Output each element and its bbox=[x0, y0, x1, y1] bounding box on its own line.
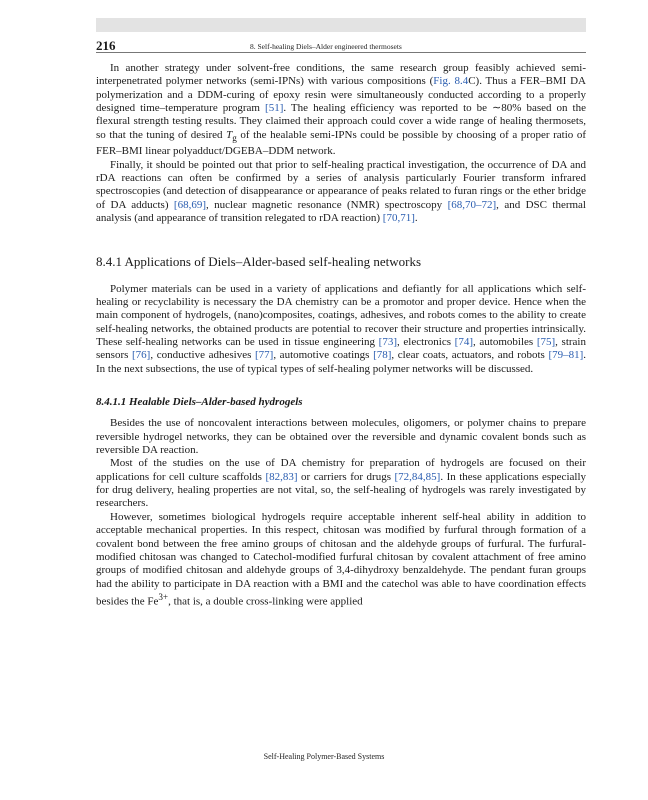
paragraph-chitosan: However, sometimes biological hydrogels require acceptable inherent self-heal ability in addition to acceptable mechanical properties. In this respect, chitosan was modified by furfural through formation of a covalent bond between the free amino groups of chitosan and the aldehyde groups of furfural. The furfural-modified chitosan was changed to Catechol-modified furfural chitosan by covalent attachment of free amino groups of modified chitosan and aldehyde groups of 3,4-dihydroxy benzaldehyde. The pendant furan groups had the ability to participate in DA reaction with a BMI and the catechol was able to have coordination effects besides the $Fe^{3+}$, that is, a double cross-linking were applied bbox=[96, 510, 586, 608]
body-text bbox=[96, 62, 586, 609]
citation-link[interactable]: [51] bbox=[265, 102, 284, 115]
paragraph-hydrogel-studies: Most of the studies on the use of DA chemistry for preparation of hydrogels are focused on their applications for cell culture scaffolds [82,83] or carriers for drugs [72,84,85]. In these applications especially for drug delivery, healing properties are not vital, so, the self-healing of hydrogels was rarely investigated by researchers. bbox=[96, 457, 586, 510]
header-band bbox=[96, 18, 586, 32]
paragraph-analysis: Finally, it should be pointed out that prior to self-healing practical investigation, the occurrence of DA and rDA reactions can often be confirmed by a series of analysis particularly Fourier transform infrared spectroscopies (and detection of disappearance or appearance of peaks related to furan rings or the ether bridge of DA adducts) [68,69], nuclear magnetic resonance (NMR) spectroscopy [68,70–72], and DSC thermal analysis (and appearance of transition relegated to rDA reaction) [70,71]. bbox=[96, 158, 586, 224]
superscript-charge: 3+ bbox=[158, 591, 169, 602]
paragraph-applications: Polymer materials can be used in a variety of applications and defiantly for all applications which self-healing or recyclability is necessary the DA chemistry can be a promotor and proper device. Hence when the main component of hydrogels, (nano)composites, coatings, adhesives, and robots comes to the ability to create self-healing networks, the obtained products are potential to recover their structure and properties intrinsically. These self-healing networks can be used in tissue engineering [73], electronics [74], automobiles [75], strain sensors [76], conductive adhesives [77], automotive coatings [78], clear coats, actuators, and robots [79–81]. In the next subsections, the use of typical types of self-healing polymer networks will be discussed. bbox=[96, 282, 587, 375]
citation-link[interactable]: [75] bbox=[536, 336, 556, 349]
citation-link[interactable]: [68,70–72] bbox=[447, 198, 497, 211]
citation-link[interactable]: [77] bbox=[254, 349, 274, 362]
citation-link[interactable]: [76] bbox=[132, 349, 151, 362]
header-rule bbox=[96, 52, 586, 53]
running-head: 8. Self-healing Diels–Alder engineered thermosets bbox=[250, 42, 402, 51]
tg-symbol: T bbox=[226, 128, 233, 141]
page-number: 216 bbox=[96, 38, 116, 53]
paragraph-semi-ipn: In another strategy under solvent-free conditions, the same research group feasibly achieved semi-interpenetrated polymer networks (semi-IPNs) with various compositions (Fig. 8.4C). Thus a FER–BMI DA polymerization and a DDM-curing of epoxy resin were simultaneously conducted according to a properly designed time–temperature program [51]. The healing efficiency was reported to be ∼80% based on the flexural strength testing results. They claimed their approach could cover a wide range of healing thermosets, so that the tuning of desired $T_g$ of the healable semi-IPNs could be possible by choosing of a proper ratio of FER–BMI linear polyadduct/DGEBA–DDM network. bbox=[96, 62, 586, 158]
section-heading: 8.4.1 Applications of Diels–Alder-based self-healing networks bbox=[96, 254, 422, 270]
footer-book-title: Self-Healing Polymer-Based Systems bbox=[263, 752, 385, 761]
citation-link[interactable]: [78] bbox=[373, 349, 392, 362]
citation-link[interactable]: [72,84,85] bbox=[394, 470, 441, 483]
citation-link[interactable]: [79–81] bbox=[548, 349, 584, 362]
subsection-heading: 8.4.1.1 Healable Diels–Alder-based hydrogels bbox=[96, 396, 303, 409]
paragraph-hydrogel-intro: Besides the use of noncovalent interactions between molecules, oligomers, or polymer chains to prepare reversible hydrogel networks, they can be obtained over the reversible and dynamic covalent bonds such as reversible DA reaction. bbox=[96, 417, 586, 457]
figure-link[interactable]: Fig. 8.4 bbox=[433, 75, 469, 88]
citation-link[interactable]: [82,83] bbox=[265, 470, 298, 483]
citation-link[interactable]: [74] bbox=[454, 336, 473, 349]
citation-link[interactable]: [68,69] bbox=[173, 198, 206, 211]
citation-link[interactable]: [70,71] bbox=[382, 211, 415, 224]
citation-link[interactable]: [73] bbox=[378, 336, 397, 349]
